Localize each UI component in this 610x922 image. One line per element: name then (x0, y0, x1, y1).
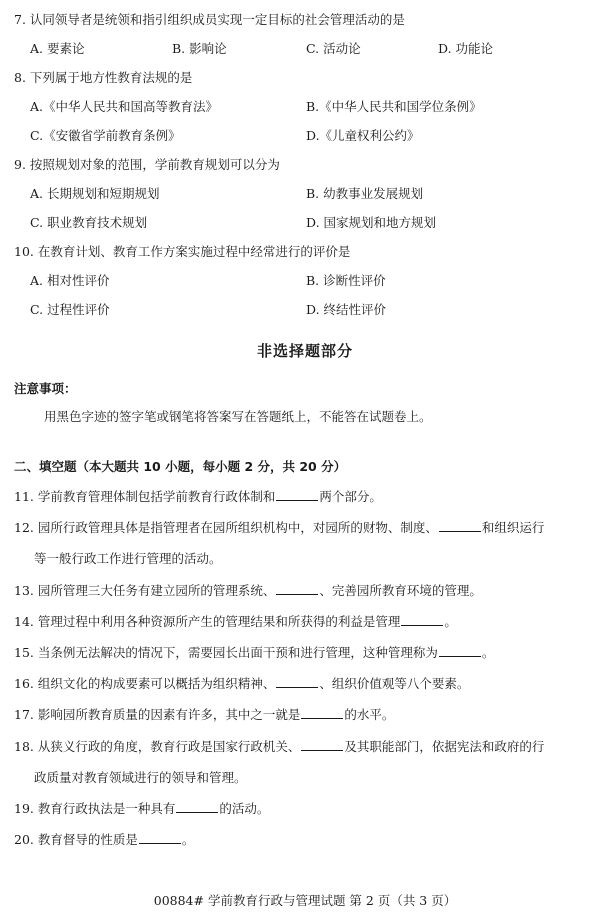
answer-blank (176, 800, 218, 813)
q20-text-before: 20. 教育督导的性质是 (14, 832, 138, 847)
q9-option-a: A. 长期规划和短期规划 (30, 186, 160, 201)
q12-continuation: 等一般行政工作进行管理的活动。 (34, 551, 222, 566)
answer-blank (276, 582, 318, 595)
fill-in-section-heading: 二、填空题（本大题共 10 小题，每小题 2 分，共 20 分） (14, 459, 347, 474)
question-7-stem: 7. 认同领导者是统领和指引组织成员实现一定目标的社会管理活动的是 (14, 12, 405, 27)
q18-text-after: 及其职能部门，依据宪法和政府的行 (344, 739, 545, 754)
q7-option-a: A. 要素论 (30, 41, 85, 56)
question-19 (14, 800, 269, 818)
q10-option-c: C. 过程性评价 (30, 302, 110, 317)
page-footer: 00884# 学前教育行政与管理试题 第 2 页（共 3 页） (153, 893, 457, 908)
q16-text-after: 、组织价值观等八个要素。 (319, 676, 470, 691)
q13-text-after: 、完善园所教育环境的管理。 (319, 583, 482, 598)
question-8-stem: 8. 下列属于地方性教育法规的是 (14, 70, 193, 85)
question-11 (14, 488, 382, 506)
answer-blank (439, 644, 481, 657)
answer-blank (301, 738, 343, 751)
q19-text-before: 19. 教育行政执法是一种具有 (14, 801, 176, 816)
q11-text-before: 11. 学前教育管理体制包括学前教育行政体制和 (14, 489, 276, 504)
question-16 (14, 675, 469, 693)
q16-text-before: 16. 组织文化的构成要素可以概括为组织精神、 (14, 676, 276, 691)
q10-option-d: D. 终结性评价 (306, 302, 387, 317)
answer-blank (139, 831, 181, 844)
q11-text-after: 两个部分。 (319, 489, 382, 504)
question-15 (14, 644, 494, 662)
q8-option-c: C.《安徽省学前教育条例》 (30, 128, 181, 143)
q7-option-c: C. 活动论 (306, 41, 361, 56)
answer-blank (439, 519, 481, 532)
q20-text-after: 。 (181, 832, 195, 847)
question-10-stem: 10. 在教育计划、教育工作方案实施过程中经常进行的评价是 (14, 244, 351, 259)
q18-text-before: 18. 从狭义行政的角度，教育行政是国家行政机关、 (14, 739, 301, 754)
q12-text-after: 和组织运行 (481, 520, 545, 535)
question-9-stem: 9. 按照规划对象的范围，学前教育规划可以分为 (14, 157, 280, 172)
q17-text-after: 的水平。 (344, 707, 395, 722)
q17-text-before: 17. 影响园所教育质量的因素有许多，其中之一就是 (14, 707, 301, 722)
answer-blank (401, 613, 443, 626)
question-18 (14, 738, 544, 756)
q15-text-after: 。 (481, 645, 495, 660)
section-title: 非选择题部分 (256, 342, 353, 360)
q8-option-d: D.《儿童权利公约》 (306, 128, 420, 143)
q7-option-d: D. 功能论 (438, 41, 494, 56)
question-12 (14, 519, 544, 537)
q14-text-before: 14. 管理过程中利用各种资源所产生的管理结果和所获得的利益是管理 (14, 614, 401, 629)
q8-option-a: A.《中华人民共和国高等教育法》 (30, 99, 219, 114)
answer-blank (301, 706, 343, 719)
q7-option-b: B. 影响论 (172, 41, 227, 56)
question-13 (14, 582, 482, 600)
notice-heading: 注意事项： (14, 381, 77, 396)
q9-option-c: C. 职业教育技术规划 (30, 215, 148, 230)
answer-blank (276, 488, 318, 501)
q13-text-before: 13. 园所管理三大任务有建立园所的管理系统、 (14, 583, 276, 598)
question-14 (14, 613, 457, 631)
q15-text-before: 15. 当条例无法解决的情况下，需要园长出面干预和进行管理，这种管理称为 (14, 645, 438, 660)
q18-continuation: 政质量对教育领域进行的领导和管理。 (34, 770, 247, 785)
q10-option-b: B. 诊断性评价 (306, 273, 386, 288)
q10-option-a: A. 相对性评价 (30, 273, 110, 288)
notice-text: 用黑色字迹的签字笔或钢笔将答案写在答题纸上，不能答在试题卷上。 (44, 409, 432, 424)
q19-text-after: 的活动。 (219, 801, 270, 816)
q9-option-d: D. 国家规划和地方规划 (306, 215, 437, 230)
question-17 (14, 706, 394, 724)
q9-option-b: B. 幼教事业发展规划 (306, 186, 424, 201)
q8-option-b: B.《中华人民共和国学位条例》 (306, 99, 482, 114)
q12-text-before: 12. 园所行政管理具体是指管理者在园所组织机构中，对园所的财物、制度、 (14, 520, 438, 535)
answer-blank (276, 675, 318, 688)
q14-text-after: 。 (444, 614, 457, 629)
question-20 (14, 831, 194, 849)
